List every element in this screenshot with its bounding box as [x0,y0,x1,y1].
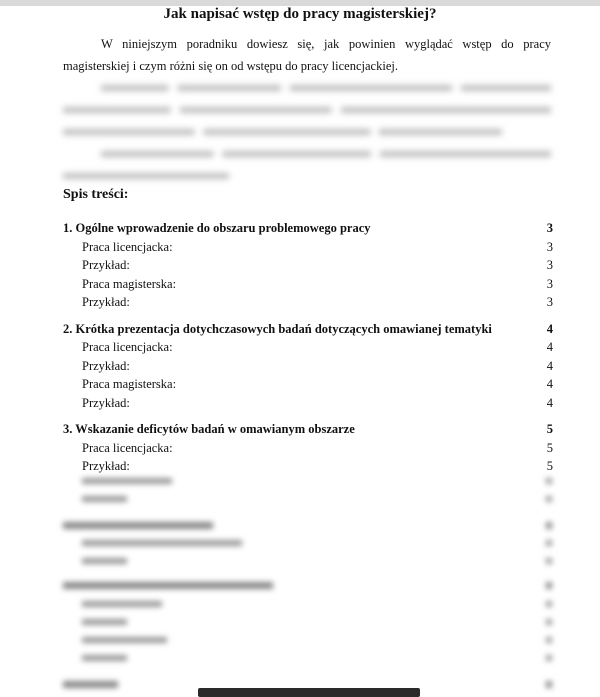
toc-page-number: 4 [546,340,553,354]
toc-section [63,420,553,438]
toc-page-number: 4 [546,358,553,373]
toc-page-number: 4 [546,377,553,391]
bottom-overlay-bar [198,688,420,697]
toc-page-number: 4 [546,395,553,410]
toc-page-number: 5 [546,422,553,436]
toc-subitem [63,457,553,475]
toc-page-number: 3 [546,239,553,254]
toc-subitem [63,256,553,274]
toc-page-number: 3 [546,258,553,272]
blurred-paragraph [63,77,551,151]
toc-entry-label: Praca magisterska: [82,276,177,291]
toc-subitem [63,338,553,356]
toc-subitem [63,375,553,393]
toc-section [63,320,553,338]
toc-entry-label: Praca licencjacka: [82,440,173,455]
toc-entry-label: Przykład: [82,358,130,373]
toc-entry-label: Przykład: [82,395,130,410]
toc-entry-label: Przykład: [82,295,130,309]
document-title: Jak napisać wstęp do pracy magisterskiej? [163,6,437,22]
toc-subitem [63,293,553,311]
toc-entry-label: Praca licencjacka: [82,239,173,254]
toc-entry-label: Przykład: [82,459,130,473]
toc-entry-label: Przykład: [82,258,130,272]
intro-paragraph: W niniejszym poradniku dowiesz się, jak powinien wyglądać wstęp do pracy magisterskiej i czym różni się on od wstępu do pracy licencjackiej. [63,37,551,73]
toc-entry-label: 1. Ogólne wprowadzenie do obszaru problemowego pracy [63,221,371,235]
toc-page-number: 5 [546,440,553,455]
toc-entry-label: 3. Wskazanie deficytów badań w omawianym obszarze [63,422,355,436]
toc-entry-label: Praca magisterska: [82,377,177,391]
toc-subitem [63,357,553,375]
toc-subitem [63,394,553,412]
toc-page-number: 3 [546,295,553,309]
toc-entry-label: 2. Krótka prezentacja dotychczasowych badań dotyczących omawianej tematyki [63,321,492,336]
toc-heading: Spis treści: [63,187,129,202]
toc-subitem [63,439,553,457]
toc-subitem [63,238,553,256]
toc-page-number: 3 [546,276,553,291]
toc-section [63,219,553,237]
toc-entry-label: Praca licencjacka: [82,340,173,354]
toc-page-number: 4 [546,321,553,336]
toc-page-number: 5 [546,459,553,473]
toc-page-number: 3 [546,221,553,235]
toc-subitem [63,275,553,293]
blurred-paragraph [63,143,551,179]
